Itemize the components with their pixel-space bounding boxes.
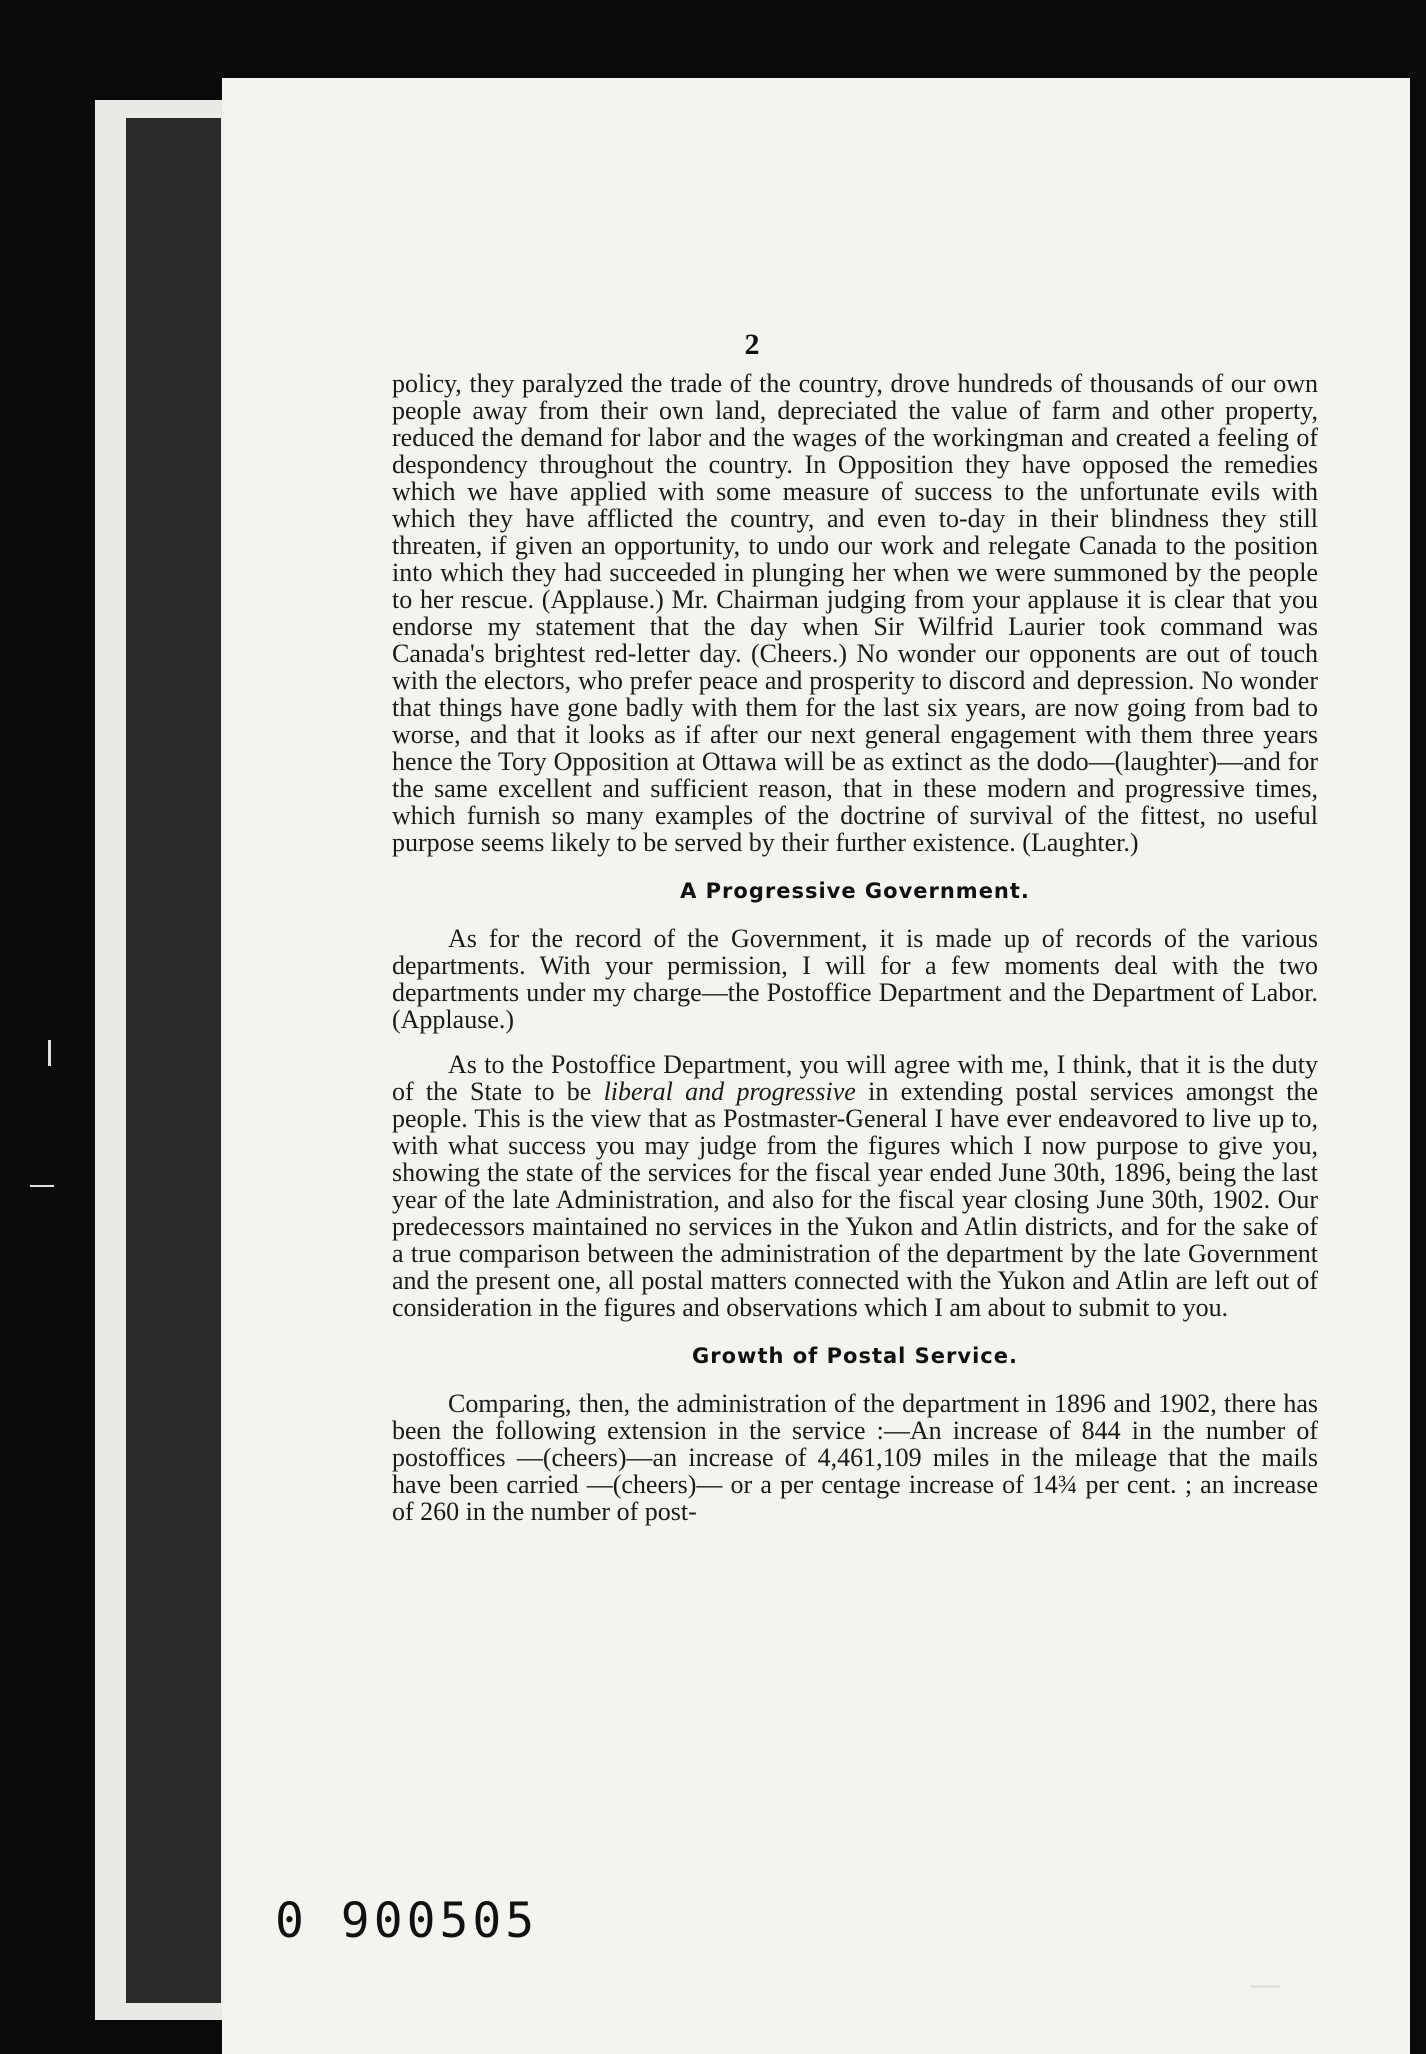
scan-margin-dark-band — [126, 118, 221, 2003]
document-body — [392, 370, 1318, 1543]
scan-speck — [48, 1040, 51, 1066]
paragraph: Comparing, then, the administration of the department in 1896 and 1902, there has been the following extension in the service :—An increase of 844 in the number of postoffices —(cheers)—an increase of 4,461,109 miles in the mileage that the mails have been carried —(cheers)— or a per centage increase of 14¾ per cent. ; an increase of 260 in the number of post- — [392, 1389, 1318, 1526]
paragraph: policy, they paralyzed the trade of the country, drove hundreds of thousands of our own people away from their own land, depreciated the value of farm and other property, reduced the demand for labor and the wages of the workingman and created a feeling of despondency throughout the country. In Opposition they have opposed the remedies which we have applied with some measure of success to the unfortunate evils with which they have afflicted the country, and even to-day in their blindness they still threaten, if given an opportunity, to undo our work and relegate Canada to the position into which they had succeeded in plunging her when we were summoned by the people to her rescue. (Applause.) Mr. Chairman judging from your applause it is clear that you endorse my statement that the day when Sir Wilfrid Laurier took command was Canada's brightest red-letter day. (Cheers.) No wonder our opponents are out of touch with the electors, who prefer peace and prosperity to discord and depression. No wonder that things have gone badly with them for the last six years, are now going from bad to worse, and that it looks as if after our next general engagement with them three years hence the Tory Opposition at Ottawa will be as extinct as the dodo—(laughter)—and for the same excellent and sufficient reason, that in these modern and progressive times, which furnish so many examples of the doctrine of survival of the fittest, no useful purpose seems likely to be served by their further existence. (Laughter.) — [392, 369, 1318, 857]
section-heading: Growth of Postal Service. — [692, 1344, 1018, 1368]
archive-id-stamp: 0 900505 — [275, 1893, 539, 1949]
scan-speck — [1250, 1985, 1280, 1988]
page-number: 2 — [744, 328, 760, 361]
document-page — [222, 78, 1410, 2054]
paragraph: As for the record of the Government, it is made up of records of the various departments. With your permission, I will for a few moments deal with the two departments under my charge—the Postoffice Department and the Department of Labor. (Applause.) — [392, 924, 1318, 1034]
paragraph-text: As to the Postoffice Department, you will agree with me, I think, that it is the duty of the State to be — [392, 1050, 1318, 1106]
paragraph-text: in extending postal services amongst the people. This is the view that as Postmaster-General I have ever endeavored to live up to, with what success you may judge from the figures which I now purpose to give you, showing the state of the services for the fiscal year ended June 30th, 1896, being the last year of the late Administration, and also for the fiscal year closing June 30th, 1902. Our predecessors maintained no services in the Yukon and Atlin districts, and for the sake of a true comparison between the administration of the department by the late Government and the present one, all postal matters connected with the Yukon and Atlin are left out of consideration in the figures and observations which I am about to submit to you. — [392, 1077, 1318, 1322]
emphasized-text: liberal and progressive — [603, 1077, 856, 1106]
section-heading: A Progressive Government. — [680, 879, 1030, 903]
scan-speck — [30, 1185, 54, 1187]
paragraph — [392, 1051, 1318, 1321]
